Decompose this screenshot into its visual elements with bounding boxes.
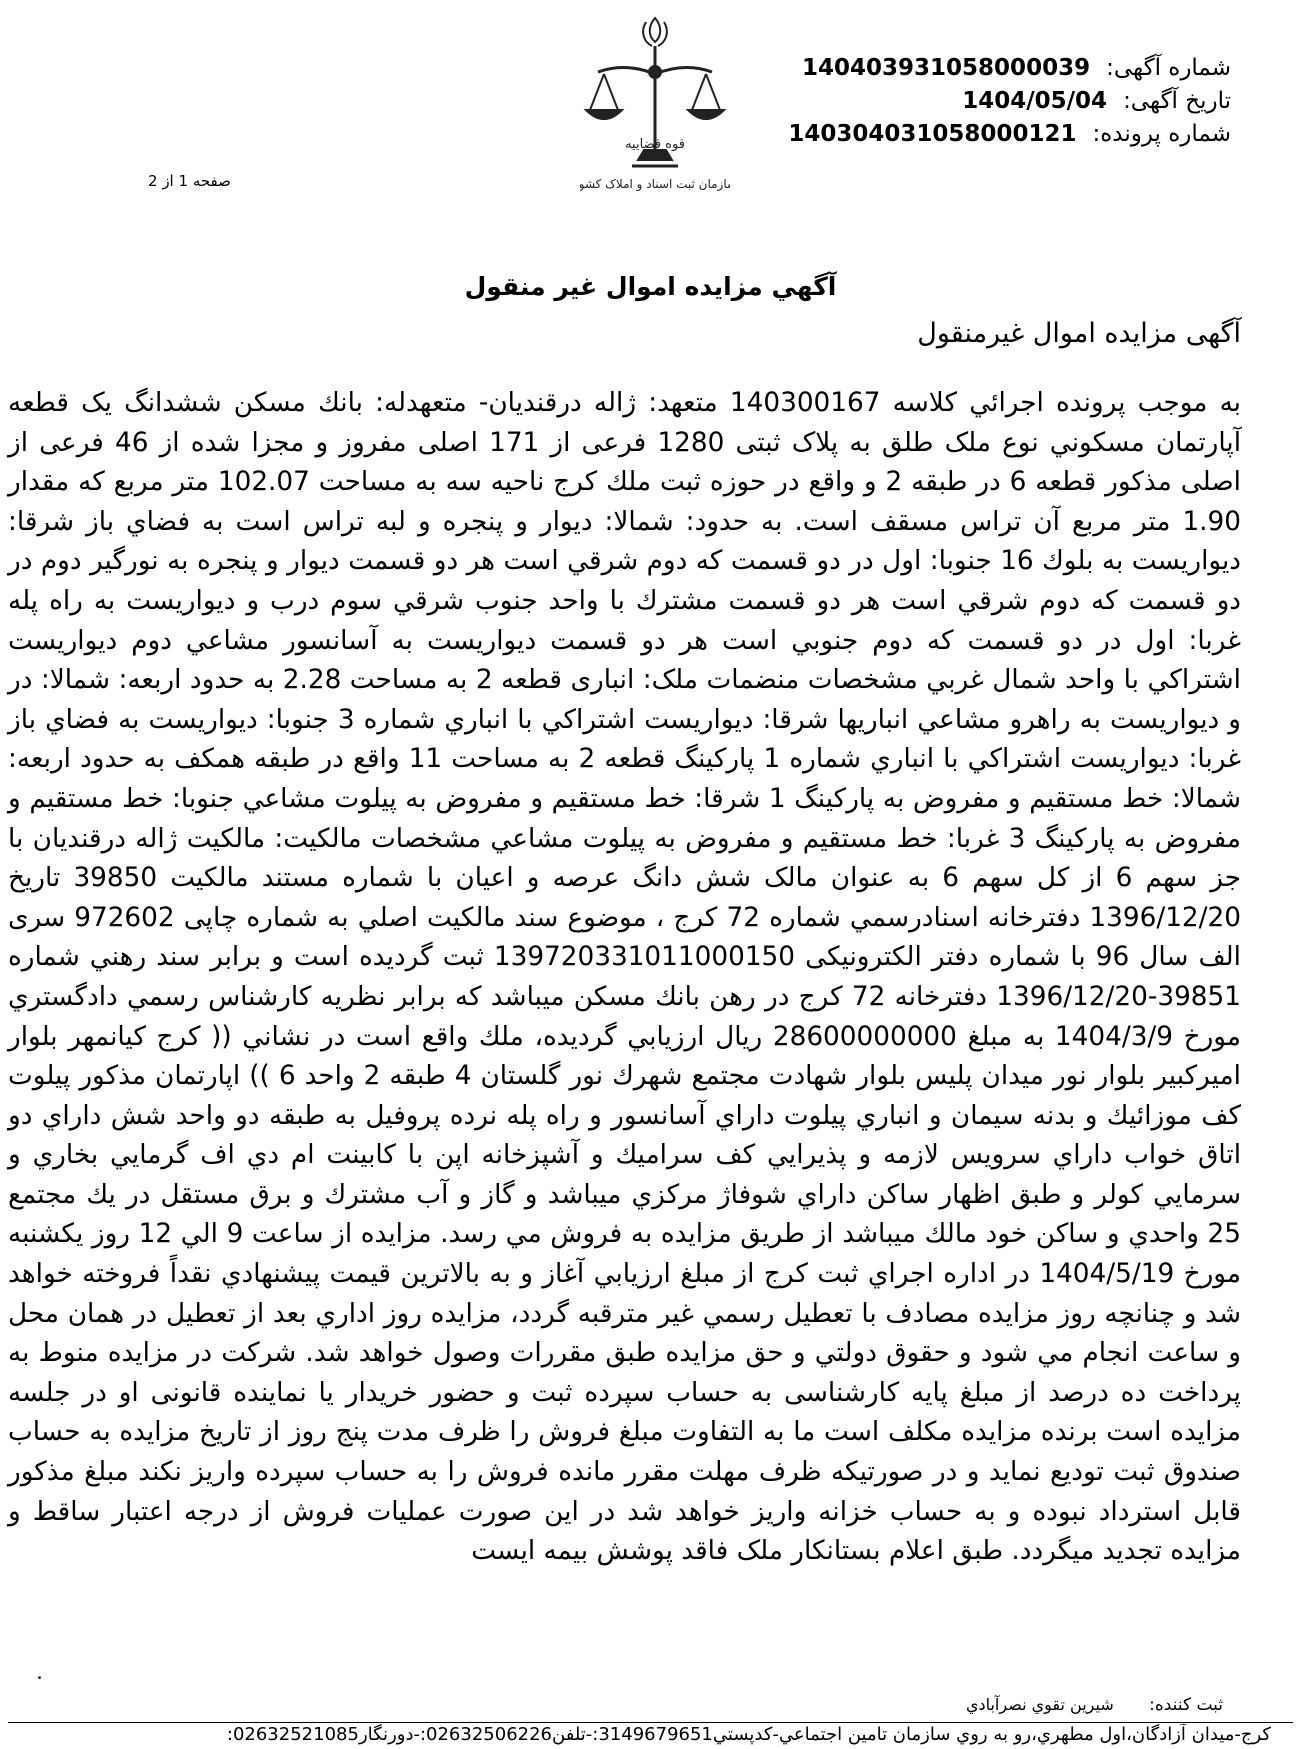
judiciary-emblem (580, 10, 730, 200)
notice-date-value: 1404/05/04 (962, 88, 1108, 114)
emblem-text-judiciary: قوه قضاییه (625, 137, 685, 152)
page-subtitle: آگهی مزایده اموال غیرمنقول (917, 318, 1241, 349)
recorder-label: ثبت کننده: (1149, 1695, 1223, 1715)
notice-date-label: تاریخ آگهی: (1123, 88, 1231, 114)
emblem-text-registration-org: سازمان ثبت اسناد و املاک کشور (580, 177, 730, 191)
notice-number-value: 140403931058000039 (802, 55, 1091, 81)
case-number-value: 140304031058000121 (788, 121, 1077, 147)
trailing-mark: . (36, 1660, 43, 1685)
notice-date-row (788, 85, 1231, 118)
case-number-row (788, 118, 1231, 151)
notice-meta (788, 52, 1231, 151)
notice-number-label: شماره آگهی: (1106, 55, 1231, 81)
scales-of-justice-icon (580, 10, 730, 200)
notice-number-row (788, 52, 1231, 85)
page-number: صفحه 1 از 2 (148, 172, 231, 190)
page-title: آگهي مزايده اموال غير منقول (464, 272, 837, 301)
notice-body: به موجب پرونده اجرائي كلاسه 140300167 متعهد: ژاله درقنديان- متعهدله: بانك مسكن ششدانگ يک قطعه آپارتمان مسكوني نوع ملک طلق به پلاک ثبتی 1280 فرعی از 171 اصلی مفروز و مجزا شده از 46 فرعی از اصلی مذکور قطعه 6 در طبقه 2 و واقع در حوزه ثبت ملك كرج ناحيه سه به مساحت 102.07 متر مربع كه مقدار 1.90 متر مربع آن تراس مسقف است. به حدود: شمالا: ديوار و پنجره و لبه تراس است به فضاي باز شرقا: ديواريست به بلوك 16 جنوبا: اول در دو قسمت كه دوم شرقي است هر دو قسمت ديوار و پنجره به نورگير دوم در دو قسمت كه دوم شرقي است هر دو قسمت مشترك با واحد جنوب شرقي سوم درب و ديواريست به راه پله غربا: اول در دو قسمت كه دوم جنوبي است هر دو قسمت ديواريست به آسانسور مشاعي دوم ديواريست اشتراكي با واحد شمال غربي مشخصات منضمات ملک: انباری قطعه 2 به مساحت 2.28 به حدود اربعه: شمالا: در و ديواريست به راهرو مشاعي انباريها شرقا: ديواريست اشتراكي با انباري شماره 3 جنوبا: ديواريست به فضاي باز غربا: ديواريست اشتراكي با انباري شماره 1 پاركينگ قطعه 2 به مساحت 11 واقع در طبقه همكف به حدود اربعه: شمالا: خط مستقيم و مفروض به پاركينگ 1 شرقا: خط مستقيم و مفروض به پيلوت مشاعي جنوبا: خط مستقيم و مفروض به پاركينگ 3 غربا: خط مستقيم و مفروض به پيلوت مشاعي مشخصات مالكيت: مالكيت ژاله درقنديان با جز سهم 6 از كل سهم 6 به عنوان مالک شش دانگ عرصه و اعيان با شماره مستند مالكيت 39850 تاريخ 1396/12/20 دفترخانه اسنادرسمي شماره 72 كرج ، موضوع سند مالكيت اصلي به شماره چاپی 972602 سری الف سال 96 با شماره دفتر الکترونیکی 139720331011000150 ثبت گرديده است و برابر سند رهني شماره 39851-1396/12/20 دفترخانه 72 كرج در رهن بانك مسكن ميباشد كه برابر نظريه كارشناس رسمي دادگستري مورخ 1404/3/9 به مبلغ 28600000000 ريال ارزيابي گرديده، ملك واقع است در نشاني (( كرج كيانمهر بلوار اميركبير بلوار نور ميدان پليس بلوار شهادت مجتمع شهرك نور گلستان 4 طبقه 2 واحد 6 )) اپارتمان مذكور پيلوت كف موزائيك و بدنه سيمان و انباري پيلوت داراي آسانسور و راه پله نرده پروفيل به طبقه دو واحد شش داراي دو اتاق خواب داراي سرويس لازمه و پذيرايي كف سراميك و آشپزخانه اپن با كابينت ام دي اف گرمايي بخاري و سرمايي كولر و طبق اظهار ساكن داراي شوفاژ مركزي ميباشد و گاز و آب مشترك و برق مستقل در يك مجتمع 25 واحدي و ساكن خود مالك ميباشد از طريق مزايده به فروش مي رسد. مزايده از ساعت 9 الي 12 روز يكشنبه مورخ 1404/5/19 در اداره اجراي ثبت كرج از مبلغ ارزيابي آغاز و به بالاترين قيمت پيشنهادي نقداً فروخته خواهد شد و چنانچه روز مزايده مصادف با تعطيل رسمي غير مترقبه گردد، مزايده روز اداري بعد از تعطيل در همان محل و ساعت انجام مي شود و حقوق دولتي و حق مزايده طبق مقررات وصول خواهد شد. شرکت در مزایده منوط به پرداخت ده درصد از مبلغ پایه کارشناسی به حساب سپرده ثبت و حضور خریدار یا نماینده قانونی او در جلسه مزایده است برنده مزایده مکلف است ما به التفاوت مبلغ فروش را ظرف مدت پنج روز از تاریخ مزایده به حساب صندوق ثبت تودیع نماید و در صورتیکه ظرف مهلت مقرر مانده فروش را به حساب سپرده واریز نکند مبلغ مذکور قابل استرداد نبوده و به حساب خزانه واریز خواهد شد در این صورت عملیات فروش از درجه اعتبار ساقط و مزایده تجدید میگردد. طبق اعلام بستانكار ملک فاقد پوشش بيمه ايست (8, 388, 1241, 1567)
recorder-name: شيرين تقوي نصرآبادي (965, 1695, 1114, 1714)
footer-address: كرج-ميدان آزادگان،اول مطهري،رو به روي سازمان تامين اجتماعي-كدپستي3149679651:-تلفن02632506226:-دورنگار02632521085: (226, 1724, 1271, 1745)
footer-divider (8, 1722, 1293, 1723)
recorder (966, 1695, 1223, 1715)
case-number-label: شماره پرونده: (1092, 121, 1231, 147)
